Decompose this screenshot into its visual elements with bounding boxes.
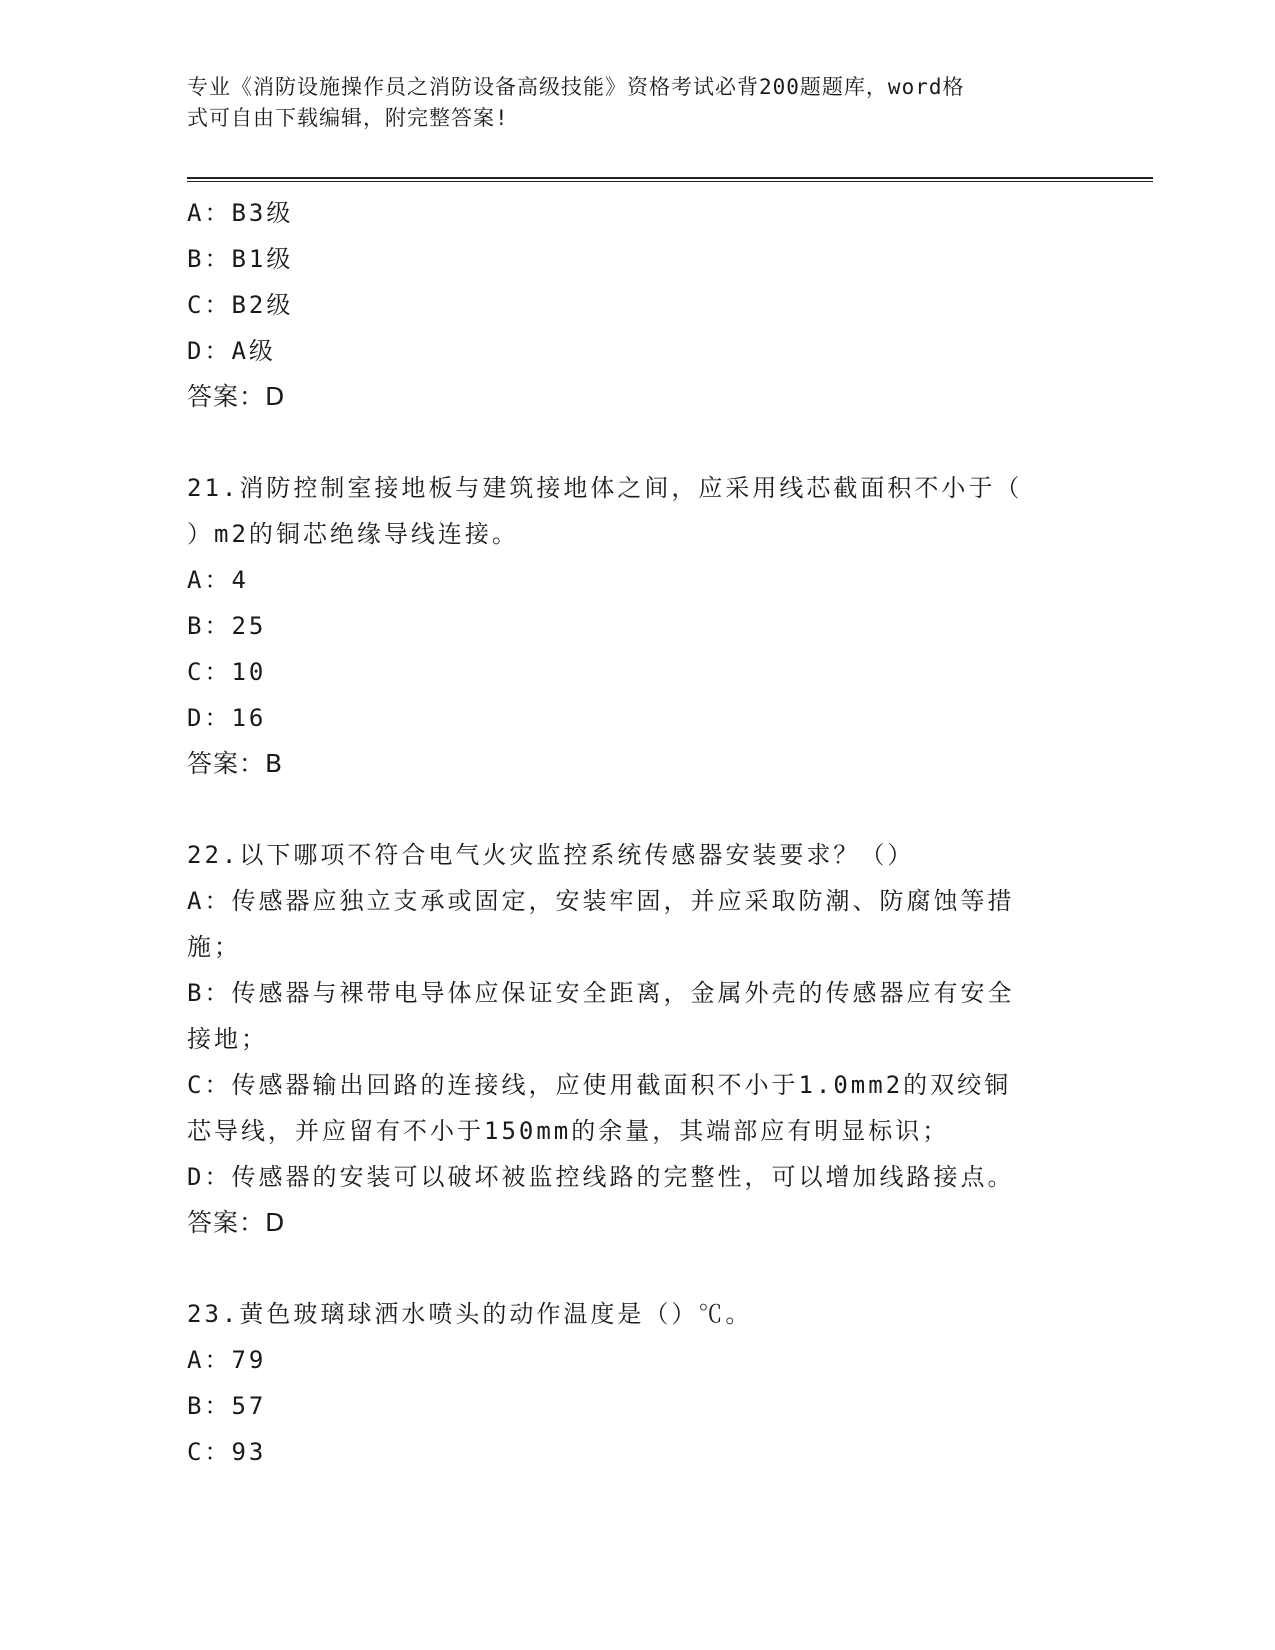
question-22 [187, 832, 1087, 1246]
document-header [187, 72, 1067, 134]
question-stem: 21.消防控制室接地板与建筑接地体之间，应采用线芯截面积不小于（ [187, 474, 1023, 502]
option-d: D：16 [187, 704, 267, 732]
option-d: D：传感器的安装可以破坏被监控线路的完整性，可以增加线路接点。 [187, 1163, 1015, 1191]
header-title-line-1: 专业《消防设施操作员之消防设备高级技能》资格考试必背200题题库，word格 [187, 75, 965, 99]
option-c: C：10 [187, 658, 267, 686]
option-b: B：传感器与裸带电导体应保证安全距离，金属外壳的传感器应有安全 [187, 979, 1015, 1007]
option-a: A：B3级 [187, 199, 294, 227]
question-list [187, 190, 1087, 1475]
option-b-continued: 接地； [187, 1025, 268, 1053]
option-c: C：传感器输出回路的连接线，应使用截面积不小于1.0mm2的双绞铜 [187, 1071, 1012, 1099]
option-b: B：25 [187, 612, 267, 640]
option-c-continued: 芯导线，并应留有不小于150mm的余量，其端部应有明显标识； [187, 1117, 950, 1145]
option-a: A：传感器应独立支承或固定，安装牢固，并应采取防潮、防腐蚀等措 [187, 887, 1015, 915]
answer-line: 答案：D [187, 1208, 286, 1237]
spacer [187, 1246, 1087, 1291]
option-b: B：B1级 [187, 245, 294, 273]
question-23 [187, 1291, 1087, 1475]
question-stem: 23.黄色玻璃球洒水喷头的动作温度是（）℃。 [187, 1300, 753, 1328]
header-title-line-2: 式可自由下载编辑，附完整答案! [187, 106, 509, 130]
option-a: A：79 [187, 1346, 267, 1374]
answer-line: 答案：B [187, 749, 284, 778]
option-b: B：57 [187, 1392, 267, 1420]
question-stem: 22.以下哪项不符合电气火灾监控系统传感器安装要求？（） [187, 841, 915, 869]
option-c: C：93 [187, 1438, 267, 1466]
option-c: C：B2级 [187, 291, 294, 319]
header-divider [187, 177, 1153, 182]
question-21 [187, 465, 1087, 787]
spacer [187, 420, 1087, 465]
question-20-tail [187, 190, 1087, 420]
spacer [187, 787, 1087, 832]
answer-line: 答案：D [187, 382, 286, 411]
option-d: D：A级 [187, 337, 276, 365]
option-a-continued: 施； [187, 933, 241, 961]
option-a: A：4 [187, 566, 249, 594]
question-stem-continued: ）m2的铜芯绝缘导线连接。 [187, 520, 519, 548]
